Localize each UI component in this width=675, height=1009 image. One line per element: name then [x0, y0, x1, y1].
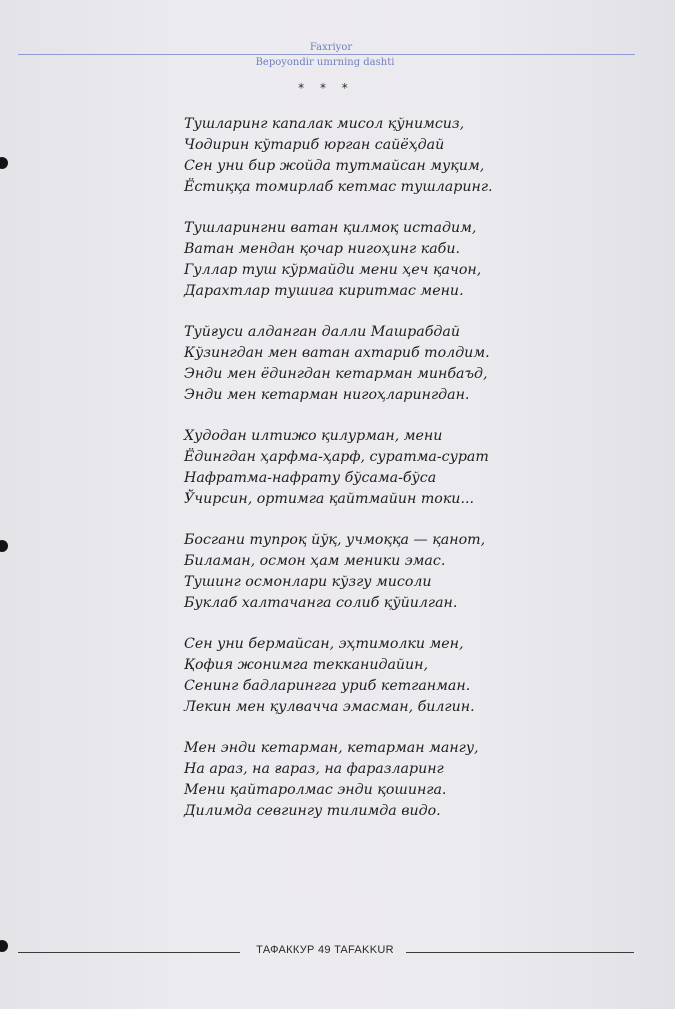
poem-line: Нафратма-нафрату бўсама-бўса — [184, 470, 437, 486]
poem-line: Тушларингни ватан қилмоқ истадим, — [184, 220, 477, 236]
poem-line: Дилимда севгингу тилимда видо. — [184, 803, 441, 819]
poem-stanza — [184, 634, 604, 718]
poem-line: Сен уни бермайсан, эҳтимолки мен, — [184, 636, 464, 652]
running-header-journal: Faxriyor — [309, 42, 353, 53]
poem-line: Мени қайтаролмас энди қошинга. — [184, 782, 447, 798]
poem-line: Ёдингдан ҳарфма-ҳарф, суратма-сурат — [184, 449, 489, 465]
binder-hole-icon — [0, 540, 8, 552]
header-rule — [18, 54, 635, 55]
poem-body — [184, 114, 604, 842]
poem-line: Энди мен ёдингдан кетарман минбаъд, — [184, 366, 488, 382]
poem-line: Тушинг осмонлари кўзгу мисоли — [184, 574, 432, 590]
poem-line: Босгани тупроқ йўқ, учмоққа — қанот, — [184, 532, 486, 548]
poem-line: Қофия жонимга текканидайин, — [184, 657, 429, 673]
poem-line: Лекин мен қулвачча эмасман, билгин. — [184, 699, 475, 715]
running-header-subtitle: Bepoyondir umrning dashti — [255, 57, 395, 68]
section-ornament: * * * — [298, 81, 354, 95]
poem-line: Мен энди кетарман, кетарман мангу, — [184, 740, 479, 756]
poem-line: Гуллар туш кўрмайди мени ҳеч қачон, — [184, 262, 482, 278]
footer-rule-left — [18, 952, 240, 953]
poem-line: На араз, на ғараз, на фаразларинг — [184, 761, 444, 777]
poem-stanza — [184, 322, 604, 406]
poem-stanza — [184, 738, 604, 822]
poem-stanza — [184, 218, 604, 302]
poem-line: Ватан мендан қочар нигоҳинг каби. — [184, 241, 460, 257]
poem-line: Буклаб халтачанга солиб қўйилган. — [184, 595, 458, 611]
poem-line: Кўзингдан мен ватан ахтариб толдим. — [184, 345, 490, 361]
poem-stanza — [184, 426, 604, 510]
poem-line: Дарахтлар тушига киритмас мени. — [184, 283, 464, 299]
poem-line: Ўчирсин, ортимга қайтмайин токи... — [184, 491, 474, 507]
poem-line: Чодирин кўтариб юрган сайёҳдай — [184, 137, 445, 153]
page-footer — [0, 942, 675, 962]
poem-stanza — [184, 114, 604, 198]
poem-line: Сен уни бир жойда тутмайсан муқим, — [184, 158, 485, 174]
poem-line: Сенинг бадларингга уриб кетганман. — [184, 678, 471, 694]
poem-line: Туйғуси алданган далли Машрабдай — [184, 324, 460, 340]
poem-line: Ёстиққа томирлаб кетмас тушларинг. — [184, 179, 493, 195]
poem-line: Биламан, осмон ҳам меники эмас. — [184, 553, 446, 569]
binder-hole-icon — [0, 157, 8, 169]
footer-rule-right — [406, 952, 634, 953]
footer-folio: ТАФАККУР 49 TAFAKKUR — [256, 944, 394, 956]
poem-line: Энди мен кетарман нигоҳларингдан. — [184, 387, 470, 403]
poem-line: Худодан илтижо қилурман, мени — [184, 428, 443, 444]
poem-line: Тушларинг капалак мисол қўнимсиз, — [184, 116, 465, 132]
poem-stanza — [184, 530, 604, 614]
